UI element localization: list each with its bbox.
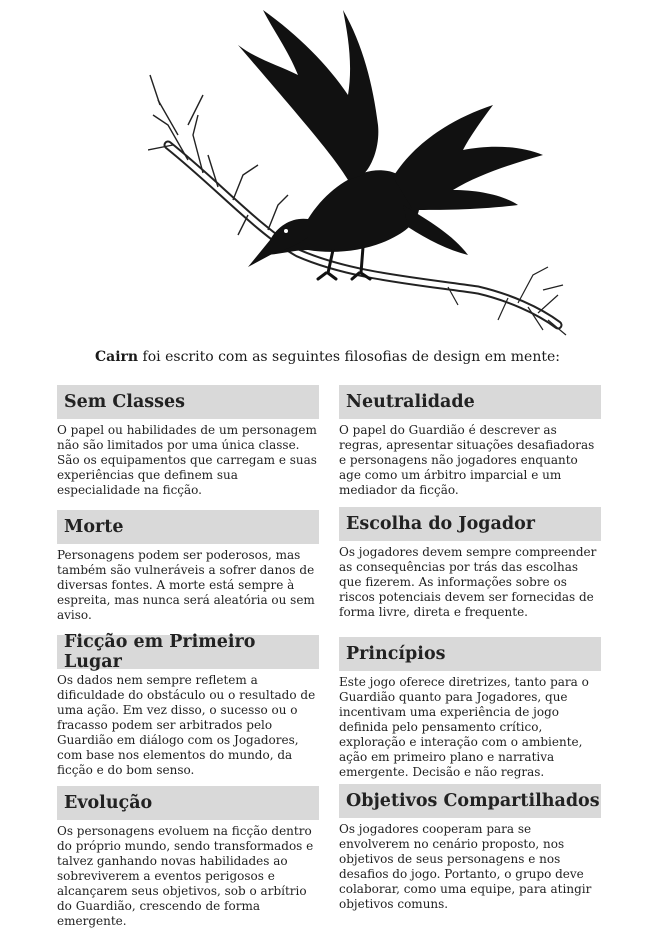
principle-card-neutralidade <box>339 385 601 498</box>
raven-on-branch-illustration <box>148 5 568 340</box>
intro-sentence <box>0 347 655 367</box>
principle-card-principios <box>339 637 601 780</box>
principle-title: Morte <box>64 517 124 537</box>
intro-text: foi escrito com as seguintes filosofias de design em mente: <box>138 349 560 365</box>
game-name: Cairn <box>95 349 139 365</box>
principle-text: Os jogadores cooperam para se envolverem no cenário proposto, nos objetivos de seus personagens e nos desafios do jogo. Portanto, o grupo deve colaborar, como uma equipe, para atingir objetivos comuns. <box>339 822 592 911</box>
principle-card-evolucao <box>57 786 319 929</box>
principle-text: Personagens podem ser poderosos, mas também são vulneráveis a sofrer danos de diversas fontes. A morte está sempre à espreita, mas nunca será aleatória ou sem aviso. <box>57 548 315 622</box>
principle-text: O papel ou habilidades de um personagem não são limitados por uma única classe. São os equipamentos que carregam e suas experiências que definem sua especialidade na ficção. <box>57 423 317 497</box>
principle-title: Neutralidade <box>346 392 475 412</box>
principle-title: Ficção em Primeiro Lugar <box>64 632 256 672</box>
principle-card-ficcao-em-primeiro-lugar <box>57 632 319 778</box>
principle-text: Este jogo oferece diretrizes, tanto para o Guardião quanto para Jogadores, que incentivam uma experiência de jogo definida pelo pensamento crítico, exploração e interação com o ambiente, ação em primeiro plano e narrativa emergente. Decisão e não regras. <box>339 675 589 779</box>
principle-title: Escolha do Jogador <box>346 514 535 534</box>
principle-text: Os jogadores devem sempre compreender as consequências por trás das escolhas que fizerem. As informações sobre os riscos potenciais devem ser fornecidas de forma livre, direta e frequente. <box>339 545 597 619</box>
principle-title: Sem Classes <box>64 392 185 412</box>
principle-text: Os personagens evoluem na ficção dentro do próprio mundo, sendo transformados e talvez ganhando novas habilidades ao sobreviverem a eventos perigosos e alcançarem seus objetivos, sob o arbítrio do Guardião, crescendo de forma emergente. <box>57 824 314 928</box>
principle-title: Objetivos Compartilhados <box>346 791 600 811</box>
principle-card-sem-classes <box>57 385 319 498</box>
principle-card-escolha-do-jogador <box>339 507 601 620</box>
principle-title: Princípios <box>346 644 446 664</box>
principle-text: Os dados nem sempre refletem a dificuldade do obstáculo ou o resultado de uma ação. Em vez disso, o sucesso ou o fracasso podem ser arbitrados pelo Guardião em diálogo com os Jogadores, com base nos elementos do mundo, da ficção e do bom senso. <box>57 673 316 777</box>
principle-title: Evolução <box>64 793 153 813</box>
principle-text: O papel do Guardião é descrever as regras, apresentar situações desafiadoras e personagens não jogadores enquanto age como um árbitro imparcial e um mediador da ficção. <box>339 423 595 497</box>
principle-card-objetivos-compartilhados <box>339 784 601 912</box>
principle-card-morte <box>57 510 319 623</box>
